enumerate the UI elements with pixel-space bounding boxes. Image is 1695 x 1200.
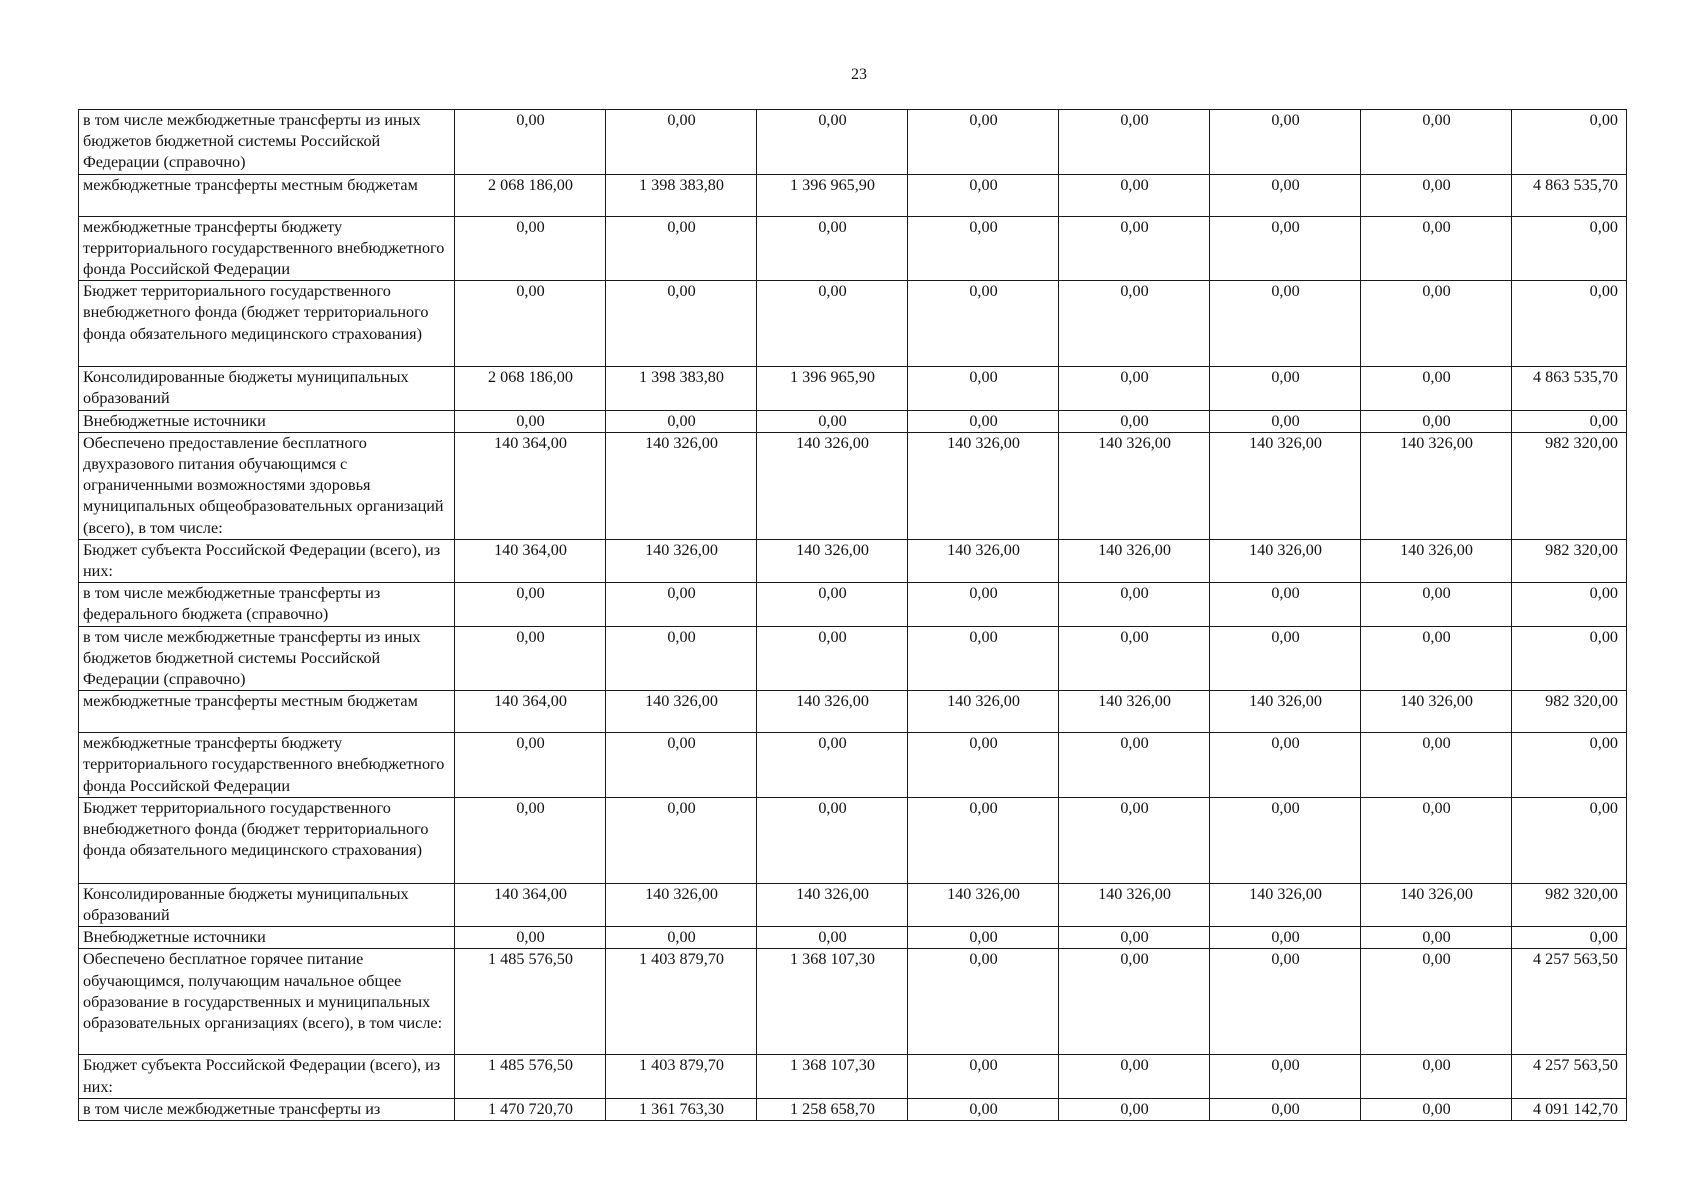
value-cell: 1 396 965,90 [757, 367, 908, 410]
value-cell: 0,00 [908, 733, 1059, 798]
value-cell: 1 258 658,70 [757, 1098, 908, 1120]
value-cell: 0,00 [1210, 1055, 1361, 1098]
value-cell: 0,00 [1210, 927, 1361, 949]
value-cell: 0,00 [1210, 626, 1361, 691]
value-cell: 140 326,00 [1361, 432, 1512, 539]
value-cell: 0,00 [455, 410, 606, 432]
value-cell: 140 326,00 [908, 432, 1059, 539]
value-cell: 1 403 879,70 [606, 1055, 757, 1098]
value-cell: 0,00 [1059, 110, 1210, 175]
value-cell: 0,00 [455, 733, 606, 798]
value-cell: 0,00 [908, 797, 1059, 883]
value-cell: 0,00 [1361, 174, 1512, 216]
value-cell: 0,00 [1361, 410, 1512, 432]
row-label: Внебюджетные источники [79, 927, 455, 949]
value-cell: 0,00 [606, 410, 757, 432]
value-cell: 0,00 [455, 797, 606, 883]
value-cell: 0,00 [908, 1055, 1059, 1098]
value-cell: 0,00 [606, 626, 757, 691]
value-cell: 140 326,00 [1059, 539, 1210, 582]
value-cell: 1 368 107,30 [757, 1055, 908, 1098]
value-cell: 0,00 [1059, 1055, 1210, 1098]
value-cell: 140 326,00 [757, 883, 908, 926]
total-cell: 4 863 535,70 [1512, 174, 1627, 216]
value-cell: 140 326,00 [1361, 691, 1512, 733]
value-cell: 0,00 [757, 110, 908, 175]
row-label: в том числе межбюджетные трансферты из иных бюджетов бюджетной системы Российской Федерации (справочно) [79, 110, 455, 175]
total-cell: 0,00 [1512, 626, 1627, 691]
value-cell: 0,00 [1361, 216, 1512, 281]
table-row [79, 432, 1627, 539]
value-cell: 0,00 [757, 410, 908, 432]
value-cell: 0,00 [1361, 949, 1512, 1055]
value-cell: 0,00 [757, 797, 908, 883]
value-cell: 0,00 [908, 927, 1059, 949]
value-cell: 140 326,00 [606, 539, 757, 582]
value-cell: 0,00 [908, 583, 1059, 626]
row-label: Консолидированные бюджеты муниципальных образований [79, 883, 455, 926]
value-cell: 140 364,00 [455, 432, 606, 539]
value-cell: 140 326,00 [908, 691, 1059, 733]
row-label: Бюджет субъекта Российской Федерации (всего), из них: [79, 539, 455, 582]
row-label: в том числе межбюджетные трансферты из [79, 1098, 455, 1120]
value-cell: 0,00 [1210, 110, 1361, 175]
value-cell: 0,00 [908, 367, 1059, 410]
value-cell: 1 368 107,30 [757, 949, 908, 1055]
value-cell: 140 326,00 [757, 691, 908, 733]
table-row [79, 1098, 1627, 1120]
value-cell: 1 398 383,80 [606, 174, 757, 216]
value-cell: 0,00 [606, 216, 757, 281]
value-cell: 0,00 [1210, 1098, 1361, 1120]
value-cell: 0,00 [908, 174, 1059, 216]
value-cell: 0,00 [606, 797, 757, 883]
total-cell: 982 320,00 [1512, 539, 1627, 582]
row-label: межбюджетные трансферты бюджету территориального государственного внебюджетного фонда Российской Федерации [79, 733, 455, 798]
value-cell: 140 364,00 [455, 691, 606, 733]
row-label: межбюджетные трансферты местным бюджетам [79, 691, 455, 733]
table-row [79, 539, 1627, 582]
table-body [79, 110, 1627, 1121]
value-cell: 1 361 763,30 [606, 1098, 757, 1120]
value-cell: 0,00 [606, 281, 757, 367]
value-cell: 1 396 965,90 [757, 174, 908, 216]
total-cell: 4 091 142,70 [1512, 1098, 1627, 1120]
value-cell: 0,00 [1361, 733, 1512, 798]
table-row [79, 174, 1627, 216]
value-cell: 0,00 [1059, 174, 1210, 216]
value-cell: 0,00 [455, 110, 606, 175]
value-cell: 0,00 [455, 583, 606, 626]
table-row [79, 927, 1627, 949]
value-cell: 0,00 [1210, 281, 1361, 367]
value-cell: 140 326,00 [606, 432, 757, 539]
value-cell: 2 068 186,00 [455, 367, 606, 410]
table-row [79, 110, 1627, 175]
value-cell: 140 326,00 [1210, 432, 1361, 539]
value-cell: 0,00 [455, 927, 606, 949]
value-cell: 0,00 [1210, 367, 1361, 410]
value-cell: 0,00 [1059, 367, 1210, 410]
total-cell: 0,00 [1512, 110, 1627, 175]
value-cell: 140 326,00 [1059, 883, 1210, 926]
total-cell: 0,00 [1512, 583, 1627, 626]
row-label: Обеспечено бесплатное горячее питание обучающимся, получающим начальное общее образование в государственных и муниципальных образовательных организациях (всего), в том числе: [79, 949, 455, 1055]
row-label: Бюджет территориального государственного внебюджетного фонда (бюджет территориального фонда обязательного медицинского страхования) [79, 797, 455, 883]
value-cell: 140 326,00 [606, 883, 757, 926]
value-cell: 0,00 [908, 626, 1059, 691]
row-label: межбюджетные трансферты бюджету территориального государственного внебюджетного фонда Российской Федерации [79, 216, 455, 281]
value-cell: 0,00 [757, 583, 908, 626]
value-cell: 0,00 [1210, 410, 1361, 432]
value-cell: 1 485 576,50 [455, 1055, 606, 1098]
value-cell: 0,00 [757, 281, 908, 367]
value-cell: 0,00 [1210, 583, 1361, 626]
table-row [79, 583, 1627, 626]
total-cell: 4 257 563,50 [1512, 1055, 1627, 1098]
table-row [79, 733, 1627, 798]
table-row [79, 1055, 1627, 1098]
row-label: Внебюджетные источники [79, 410, 455, 432]
page-number: 23 [851, 66, 867, 83]
value-cell: 140 326,00 [757, 539, 908, 582]
value-cell: 1 398 383,80 [606, 367, 757, 410]
value-cell: 0,00 [606, 110, 757, 175]
value-cell: 140 326,00 [908, 539, 1059, 582]
value-cell: 140 326,00 [1361, 539, 1512, 582]
table-row [79, 797, 1627, 883]
value-cell: 0,00 [1361, 367, 1512, 410]
total-cell: 982 320,00 [1512, 883, 1627, 926]
row-label: в том числе межбюджетные трансферты из федерального бюджета (справочно) [79, 583, 455, 626]
table-row [79, 949, 1627, 1055]
value-cell: 0,00 [1059, 281, 1210, 367]
total-cell: 0,00 [1512, 216, 1627, 281]
value-cell: 0,00 [1361, 927, 1512, 949]
value-cell: 0,00 [455, 216, 606, 281]
value-cell: 0,00 [757, 927, 908, 949]
table-row [79, 281, 1627, 367]
row-label: межбюджетные трансферты местным бюджетам [79, 174, 455, 216]
value-cell: 140 326,00 [1210, 691, 1361, 733]
total-cell: 982 320,00 [1512, 691, 1627, 733]
row-label: Бюджет субъекта Российской Федерации (всего), из них: [79, 1055, 455, 1098]
value-cell: 140 326,00 [606, 691, 757, 733]
value-cell: 140 326,00 [757, 432, 908, 539]
table-row [79, 410, 1627, 432]
total-cell: 4 257 563,50 [1512, 949, 1627, 1055]
value-cell: 0,00 [1361, 1098, 1512, 1120]
table-row [79, 367, 1627, 410]
row-label: Обеспечено предоставление бесплатного двухразового питания обучающимся с ограниченными возможностями здоровья муниципальных общеобразовательных организаций (всего), в том числе: [79, 432, 455, 539]
value-cell: 0,00 [1361, 281, 1512, 367]
value-cell: 0,00 [1210, 174, 1361, 216]
value-cell: 1 470 720,70 [455, 1098, 606, 1120]
value-cell: 0,00 [908, 216, 1059, 281]
total-cell: 0,00 [1512, 797, 1627, 883]
value-cell: 2 068 186,00 [455, 174, 606, 216]
value-cell: 0,00 [1059, 216, 1210, 281]
value-cell: 0,00 [908, 949, 1059, 1055]
budget-table [78, 109, 1627, 1121]
value-cell: 0,00 [908, 110, 1059, 175]
value-cell: 0,00 [757, 626, 908, 691]
value-cell: 140 326,00 [908, 883, 1059, 926]
value-cell: 0,00 [1059, 797, 1210, 883]
total-cell: 982 320,00 [1512, 432, 1627, 539]
value-cell: 140 326,00 [1361, 883, 1512, 926]
value-cell: 0,00 [1059, 949, 1210, 1055]
total-cell: 0,00 [1512, 927, 1627, 949]
value-cell: 0,00 [1059, 583, 1210, 626]
total-cell: 0,00 [1512, 410, 1627, 432]
value-cell: 0,00 [908, 281, 1059, 367]
total-cell: 4 863 535,70 [1512, 367, 1627, 410]
value-cell: 140 326,00 [1210, 539, 1361, 582]
value-cell: 140 326,00 [1059, 432, 1210, 539]
total-cell: 0,00 [1512, 733, 1627, 798]
value-cell: 140 364,00 [455, 883, 606, 926]
value-cell: 0,00 [455, 281, 606, 367]
row-label: в том числе межбюджетные трансферты из иных бюджетов бюджетной системы Российской Федерации (справочно) [79, 626, 455, 691]
value-cell: 0,00 [1361, 797, 1512, 883]
value-cell: 0,00 [1059, 1098, 1210, 1120]
table-row [79, 691, 1627, 733]
value-cell: 0,00 [908, 1098, 1059, 1120]
value-cell: 0,00 [908, 410, 1059, 432]
value-cell: 0,00 [1210, 216, 1361, 281]
value-cell: 0,00 [1361, 1055, 1512, 1098]
value-cell: 0,00 [1361, 110, 1512, 175]
table-row [79, 883, 1627, 926]
value-cell: 0,00 [1059, 410, 1210, 432]
row-label: Бюджет территориального государственного внебюджетного фонда (бюджет территориального фонда обязательного медицинского страхования) [79, 281, 455, 367]
table-row [79, 216, 1627, 281]
value-cell: 1 403 879,70 [606, 949, 757, 1055]
row-label: Консолидированные бюджеты муниципальных образований [79, 367, 455, 410]
value-cell: 0,00 [1210, 949, 1361, 1055]
value-cell: 0,00 [757, 733, 908, 798]
value-cell: 0,00 [1210, 733, 1361, 798]
value-cell: 0,00 [1059, 626, 1210, 691]
value-cell: 0,00 [1210, 797, 1361, 883]
value-cell: 1 485 576,50 [455, 949, 606, 1055]
value-cell: 0,00 [1059, 927, 1210, 949]
value-cell: 0,00 [1361, 626, 1512, 691]
value-cell: 0,00 [606, 583, 757, 626]
value-cell: 0,00 [455, 626, 606, 691]
value-cell: 140 326,00 [1210, 883, 1361, 926]
value-cell: 0,00 [757, 216, 908, 281]
total-cell: 0,00 [1512, 281, 1627, 367]
value-cell: 0,00 [606, 733, 757, 798]
table-row [79, 626, 1627, 691]
value-cell: 0,00 [606, 927, 757, 949]
value-cell: 0,00 [1361, 583, 1512, 626]
value-cell: 140 326,00 [1059, 691, 1210, 733]
value-cell: 0,00 [1059, 733, 1210, 798]
value-cell: 140 364,00 [455, 539, 606, 582]
